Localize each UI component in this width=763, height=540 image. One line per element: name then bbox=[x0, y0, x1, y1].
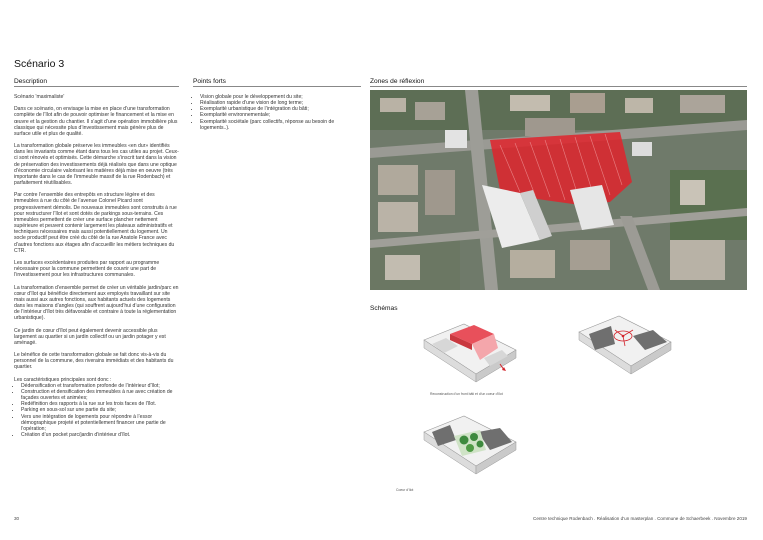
schemas-heading: Schémas bbox=[370, 305, 398, 312]
description-paragraph: Dans ce scénario, on envisage la mise en place d’une transformation complète de l’îlot afin de pouvoir optimiser le financement et la mise en œuvre et la gestion du chantier. Il s’agit d’une opération immobilière plus classique qui nécessite plus d’investissement mais génère plus de surface utile et plus de qualité. bbox=[14, 106, 178, 137]
points-forts-list bbox=[193, 94, 361, 131]
points-forts-heading: Points forts bbox=[193, 78, 226, 85]
list-item: • Vision globale pour le développement du site; bbox=[200, 94, 361, 100]
description-heading: Description bbox=[14, 78, 47, 85]
list-item: • Création d’un pocket parc/jardin d’intérieur d’îlot. bbox=[21, 432, 179, 438]
aerial-photo bbox=[370, 90, 747, 290]
list-item: • Redéfinition des rapports à la rue sur les trois faces de l’îlot. bbox=[21, 401, 179, 407]
description-list-intro: Les caractéristiques principales sont donc : bbox=[14, 376, 112, 383]
description-paragraph: La transformation globale préserve les immeubles «en dur» identifiés dans les invariants comme étant dans tous les cas utiles au projet. Ceux-ci sont rénovés et optimisés. Cette démarche s’inscrit tant dans la vision de préservation des investissements déjà réalisés que dans une optique d’économie circulaire valorisant les matières déjà mise en oeuvre (très importante dans le cas de l’immeuble massif de la rue Rodenbach) et parfaitement réutilisables. bbox=[14, 143, 179, 187]
schema-2 bbox=[575, 310, 675, 378]
points-forts-body bbox=[193, 94, 361, 131]
characteristics-list bbox=[14, 383, 179, 438]
list-item: • Exemplarité sociétale (parc collectifs, réponse au besoin de logements..). bbox=[200, 119, 361, 131]
zones-rule bbox=[370, 86, 747, 87]
schema-1 bbox=[420, 318, 520, 386]
list-item: • Réalisation rapide d’une vision de long terme; bbox=[200, 100, 361, 106]
aerial-photo-drawing bbox=[370, 90, 747, 290]
description-paragraph: Le bénéfice de cette transformation globale se fait donc vis-à-vis du personnel de la commune, des riverains immédiats et des habitants du quartier. bbox=[14, 352, 174, 371]
list-item: • Exemplarité urbanistique de l’intégration du bâti; bbox=[200, 106, 361, 112]
list-item: • Vers une intégration de logements pour répondre à l’essor démographique projeté et potentiellement financer une partie de l’opération; bbox=[21, 414, 179, 432]
schema-2-drawing bbox=[575, 310, 675, 378]
list-item: • Exemplarité environnementale; bbox=[200, 112, 361, 118]
description-paragraph: Ce jardin de cœur d’îlot peut également devenir accessible plus largement au quartier si un jardin collectif ou un jardin potager y est aménagé. bbox=[14, 327, 166, 346]
description-rule bbox=[14, 86, 179, 87]
schema-3 bbox=[420, 410, 520, 478]
description-body bbox=[14, 94, 179, 438]
schema-3-drawing bbox=[420, 410, 520, 478]
page-title: Scénario 3 bbox=[14, 58, 65, 70]
schema-1-caption: Reconstruction d’un front bâti et d’un coeur d’îlot bbox=[430, 392, 503, 396]
footer-credit: Centre technique Rodenbach . Réalisation d’un masterplan . Commune de Schaerbeek . Novembre 2019 bbox=[533, 516, 747, 521]
page-number: 30 bbox=[14, 516, 20, 521]
schema-1-drawing bbox=[420, 318, 520, 386]
description-paragraph: Les surfaces excédentaires produites par rapport au programme nécessaire pour la commune permettent de couvrir une part de l’investissement pour les infrastructures communales. bbox=[14, 259, 160, 279]
description-paragraph: La transformation d’ensemble permet de créer un véritable jardin/parc en cœur d’îlot qui bénéficie directement aux employés travaillant sur site mais aussi aux autres fonctions, aux habitants actuels des logements dans les maisons d’angles (qui souffrent aujourd’hui d’une configuration de l’intérieur d’îlot très défavorable et contraire à toute la réglementation urbanistique). bbox=[14, 284, 179, 322]
description-paragraph: Par contre l’ensemble des entrepôts en structure légère et des immeubles à rue du côté de l’avenue Colonel Picard sont progressivement démolis. De nouveaux immeubles sont construits à rue pour restructurer l’îlot et sont dotés de parkings sous-terrains. Ces immeubles permettent de créer une surface plancher nettement supérieure et peuvent contenir largement les plateaux administratifs et techniques nécessaires mais aussi potentiellement du logement. Un socle productif peut être créé du côté de la rue Anatole France avec d’autres fonctions aux étages afin d’accueillir les métiers techniques du CTR. bbox=[14, 192, 177, 254]
list-item: • Construction et densification des immeubles à rue avec création de façades ouvertes et animées; bbox=[21, 389, 179, 401]
list-item: • Dédensification et transformation profonde de l’intérieur d’îlot; bbox=[21, 383, 179, 389]
zones-heading: Zones de réflexion bbox=[370, 78, 425, 85]
schema-3-caption: Coeur d’îlot bbox=[396, 488, 414, 492]
list-item: • Parking en sous-sol sur une partie du site; bbox=[21, 407, 179, 413]
description-subtitle: Scénario 'maximaliste' bbox=[14, 94, 65, 100]
points-forts-rule bbox=[193, 86, 361, 87]
